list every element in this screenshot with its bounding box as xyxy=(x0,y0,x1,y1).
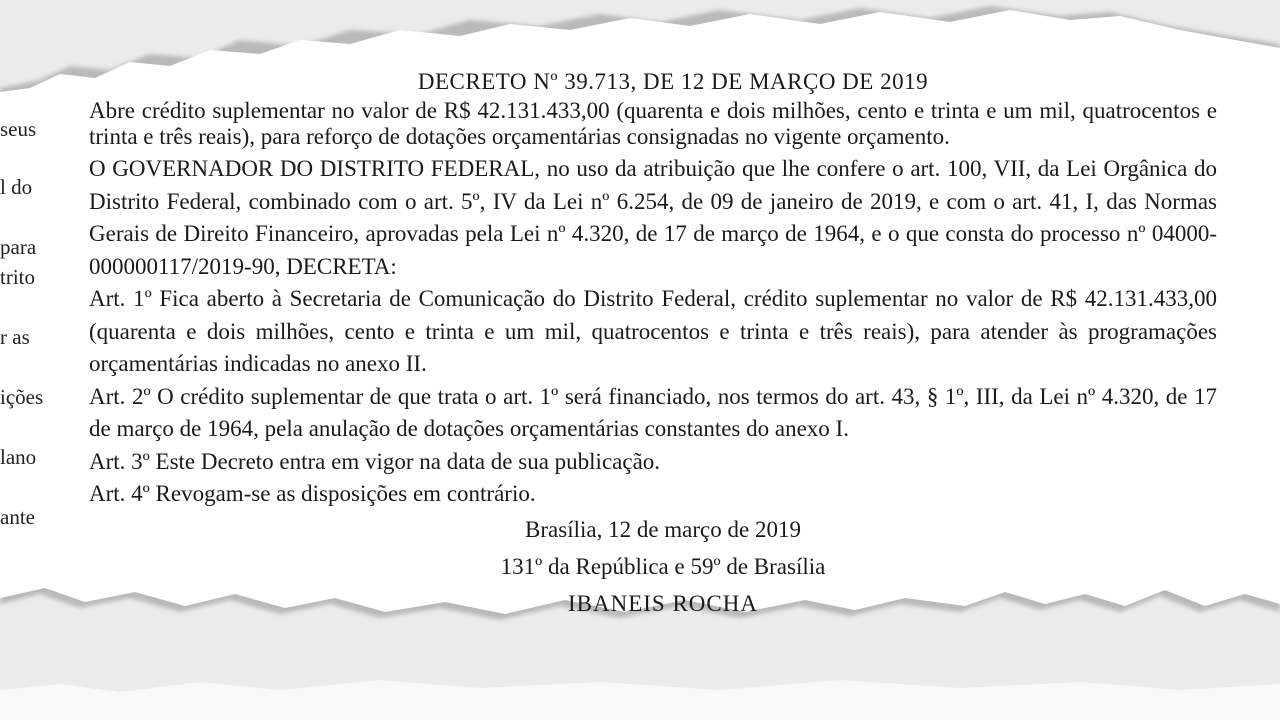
place-date: Brasília, 12 de março de 2019 xyxy=(525,516,801,542)
left-fragment-text: l do xyxy=(0,175,33,199)
left-column-text-fragments xyxy=(0,0,60,720)
left-fragment-text: r as xyxy=(0,325,30,349)
decree-document xyxy=(89,66,1217,622)
article-4: Art. 4º Revogam-se as disposições em contrário. xyxy=(89,481,536,506)
decree-ementa: Abre crédito suplementar no valor de R$ 42.131.433,00 (quarenta e dois milhões, cento e trinta e um mil, quatrocentos e trinta e três reais), para reforço de dotações orçamentárias consignadas no vigente orçamento. xyxy=(89,98,1217,149)
left-fragment-text: para xyxy=(0,235,37,259)
left-fragment-text: lano xyxy=(0,445,37,469)
signature-block xyxy=(109,511,1217,622)
left-fragment-text: trito xyxy=(0,265,35,289)
decree-title: DECRETO Nº 39.713, DE 12 DE MARÇO DE 2019 xyxy=(417,69,929,94)
article-1: Art. 1º Fica aberto à Secretaria de Comunicação do Distrito Federal, crédito suplementar no valor de R$ 42.131.433,00 (quarenta e dois milhões, cento e trinta e um mil, quatrocentos e trinta e três reais), para atender às programações orçamentárias indicadas no anexo II. xyxy=(89,286,1217,376)
article-2: Art. 2º O crédito suplementar de que trata o art. 1º será financiado, nos termos do art. 43, § 1º, III, da Lei nº 4.320, de 17 de março de 1964, pela anulação de dotações orçamentárias constantes do anexo I. xyxy=(89,383,1217,441)
article-3: Art. 3º Este Decreto entra em vigor na data de sua publicação. xyxy=(89,448,661,474)
left-fragment-text: seus xyxy=(0,117,37,141)
signatory-name: IBANEIS ROCHA xyxy=(568,590,758,616)
left-fragment-text: ições xyxy=(0,385,44,409)
era-line: 131º da República e 59º de Brasília xyxy=(500,553,826,579)
left-fragment-text: ante xyxy=(0,505,35,529)
decree-preamble: O GOVERNADOR DO DISTRITO FEDERAL, no uso da atribuição que lhe confere o art. 100, VII, da Lei Orgânica do Distrito Federal, combinado com o art. 5º, IV da Lei nº 6.254, de 09 de janeiro de 2019, e com o art. 41, I, das Normas Gerais de Direito Financeiro, aprovadas pela Lei nº 4.320, de 17 de março de 1964, e o que consta do processo nº 04000-000000117/2019-90, DECRETA: xyxy=(89,156,1217,279)
